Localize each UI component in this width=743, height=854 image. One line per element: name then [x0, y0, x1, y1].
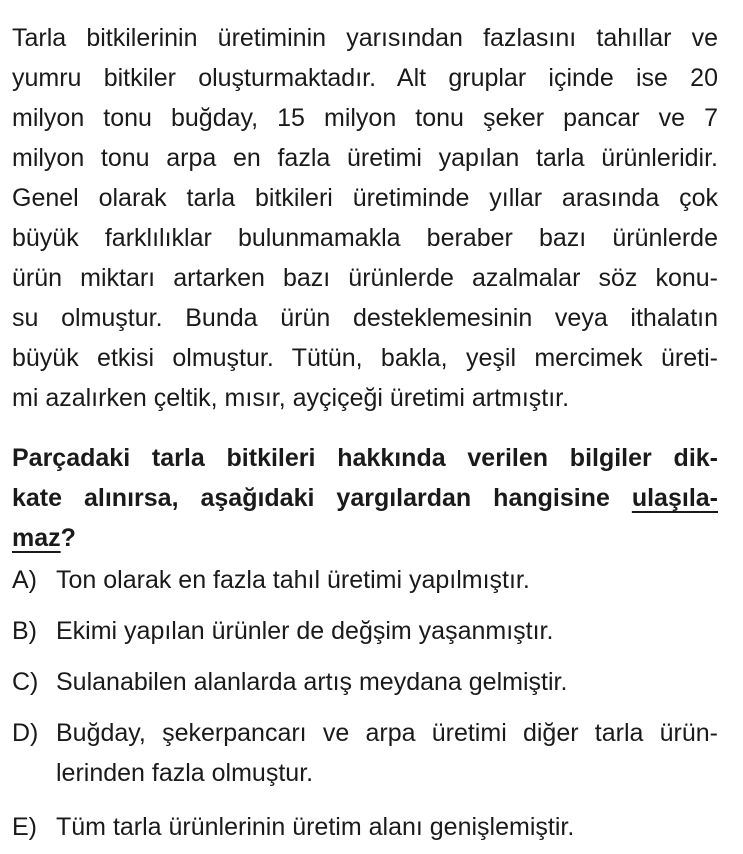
- passage-line: büyük farklılıklar bulunmamakla beraber bazı ürünlerde: [12, 224, 718, 252]
- passage-line: milyon tonu buğday, 15 milyon tonu şeker pancar ve 7: [12, 104, 718, 132]
- option-text: Sulanabilen alanlarda artış meydana gelmiştir.: [56, 668, 568, 696]
- question-stem: [12, 438, 718, 558]
- underlined-keyword: maz: [12, 524, 61, 552]
- option-b[interactable]: [12, 611, 718, 651]
- option-text: Ton olarak en fazla tahıl üretimi yapılmıştır.: [56, 566, 530, 594]
- question-mark: ?: [60, 524, 76, 552]
- passage-line: mi azalırken çeltik, mısır, ayçiçeği üretimi artmıştır.: [12, 384, 570, 412]
- option-text-continued: lerinden fazla olmuştur.: [56, 759, 314, 787]
- question-line: [12, 518, 718, 558]
- option-d[interactable]: [12, 713, 718, 793]
- passage-line: büyük etkisi olmuştur. Tütün, bakla, yeşil mercimek üreti-: [12, 344, 718, 372]
- passage-line: milyon tonu arpa en fazla üretimi yapılan tarla ürünleridir.: [12, 144, 718, 172]
- option-letter: C): [12, 668, 39, 696]
- option-letter: B): [12, 617, 37, 645]
- option-text: Tüm tarla ürünlerinin üretim alanı genişlemiştir.: [56, 813, 575, 841]
- passage-line: ürün miktarı artarken bazı ürünlerde azalmalar söz konu-: [12, 264, 718, 292]
- option-e[interactable]: [12, 807, 718, 847]
- option-c[interactable]: [12, 662, 718, 702]
- option-text: Buğday, şekerpancarı ve arpa üretimi diğer tarla ürün-: [56, 719, 718, 747]
- answer-options: [12, 560, 718, 847]
- option-letter: E): [12, 813, 37, 841]
- passage-line: Genel olarak tarla bitkileri üretiminde yıllar arasında çok: [12, 184, 718, 212]
- option-a[interactable]: [12, 560, 718, 600]
- question-text: kate alınırsa, aşağıdaki yargılardan hangisine: [12, 484, 632, 512]
- passage-line: Tarla bitkilerinin üretiminin yarısından fazlasını tahıllar ve: [12, 24, 718, 52]
- passage-line: yumru bitkiler oluşturmaktadır. Alt gruplar içinde ise 20: [12, 64, 718, 92]
- option-text: Ekimi yapılan ürünler de değşim yaşanmıştır.: [56, 617, 554, 645]
- question-line: Parçadaki tarla bitkileri hakkında verilen bilgiler dik-: [12, 444, 718, 472]
- underlined-keyword: ulaşıla-: [631, 484, 718, 512]
- passage-paragraph: [12, 18, 718, 418]
- question-line: [12, 478, 718, 518]
- option-letter: D): [12, 719, 39, 747]
- passage-line: su olmuştur. Bunda ürün desteklemesinin veya ithalatın: [12, 304, 718, 332]
- option-letter: A): [12, 566, 37, 594]
